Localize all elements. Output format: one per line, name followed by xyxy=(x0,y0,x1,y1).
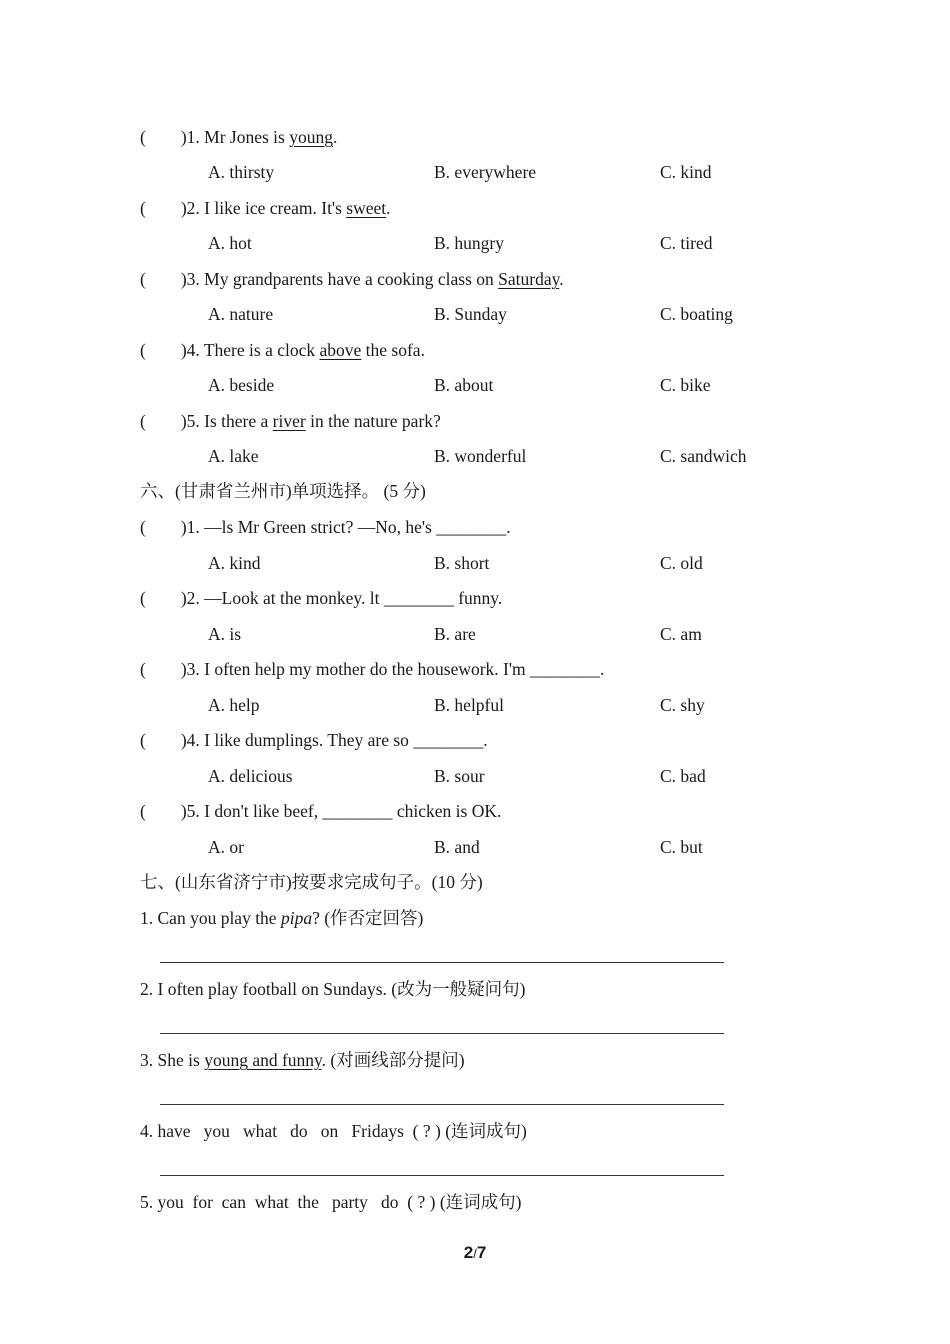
s5-question-1: ( )1. Mr Jones is young. xyxy=(140,127,338,147)
option-b: B. short xyxy=(434,553,490,573)
s7-question-1: 1. Can you play the pipa? (作否定回答) xyxy=(140,908,424,928)
s5-question-4: ( )4. There is a clock above the sofa. xyxy=(140,340,425,360)
option-a: A. help xyxy=(208,695,260,715)
s5-question-5: ( )5. Is there a river in the nature park? xyxy=(140,411,441,431)
option-a: A. beside xyxy=(208,375,275,395)
answer-paren[interactable]: ( ) xyxy=(140,659,187,679)
option-c: C. tired xyxy=(660,233,713,253)
section6-title: 六、(甘肃省兰州市)单项选择。 (5 分) xyxy=(140,481,426,501)
answer-paren[interactable]: ( ) xyxy=(140,340,187,360)
option-c: C. but xyxy=(660,837,703,857)
s7-question-5: 5. you for can what the party do ( ? ) (连词成句) xyxy=(140,1192,522,1212)
option-a: A. hot xyxy=(208,233,252,253)
answer-line[interactable] xyxy=(160,1033,724,1034)
s6-question-4: ( )4. I like dumplings. They are so ________. xyxy=(140,730,488,750)
option-b: B. hungry xyxy=(434,233,504,253)
option-c: C. bike xyxy=(660,375,711,395)
option-c: C. bad xyxy=(660,766,706,786)
option-b: B. Sunday xyxy=(434,304,507,324)
option-c: C. old xyxy=(660,553,703,573)
option-c: C. kind xyxy=(660,162,712,182)
option-a: A. or xyxy=(208,837,244,857)
s6-question-1: ( )1. —ls Mr Green strict? —No, he's ________. xyxy=(140,517,511,537)
option-b: B. are xyxy=(434,624,476,644)
answer-paren[interactable]: ( ) xyxy=(140,127,187,147)
s5-question-2: ( )2. I like ice cream. It's sweet. xyxy=(140,198,391,218)
option-a: A. delicious xyxy=(208,766,293,786)
option-c: C. boating xyxy=(660,304,733,324)
answer-paren[interactable]: ( ) xyxy=(140,269,187,289)
option-b: B. and xyxy=(434,837,480,857)
answer-paren[interactable]: ( ) xyxy=(140,730,187,750)
section7-title: 七、(山东省济宁市)按要求完成句子。(10 分) xyxy=(140,872,483,892)
option-c: C. am xyxy=(660,624,702,644)
option-b: B. everywhere xyxy=(434,162,537,182)
page-number: 2/7 xyxy=(463,1243,487,1262)
s6-question-3: ( )3. I often help my mother do the housework. I'm ________. xyxy=(140,659,605,679)
answer-paren[interactable]: ( ) xyxy=(140,198,187,218)
option-c: C. sandwich xyxy=(660,446,747,466)
answer-paren[interactable]: ( ) xyxy=(140,588,187,608)
option-b: B. wonderful xyxy=(434,446,527,466)
option-b: B. helpful xyxy=(434,695,504,715)
option-a: A. thirsty xyxy=(208,162,275,182)
s7-question-4: 4. have you what do on Fridays ( ? ) (连词成句) xyxy=(140,1121,527,1141)
option-b: B. sour xyxy=(434,766,485,786)
answer-paren[interactable]: ( ) xyxy=(140,517,187,537)
option-a: A. nature xyxy=(208,304,274,324)
option-b: B. about xyxy=(434,375,494,395)
s6-question-5: ( )5. I don't like beef, ________ chicken is OK. xyxy=(140,801,502,821)
option-a: A. lake xyxy=(208,446,259,466)
answer-line[interactable] xyxy=(160,1104,724,1105)
s5-question-3: ( )3. My grandparents have a cooking class on Saturday. xyxy=(140,269,564,289)
answer-paren[interactable]: ( ) xyxy=(140,411,187,431)
s6-question-2: ( )2. —Look at the monkey. lt ________ funny. xyxy=(140,588,503,608)
s7-question-2: 2. I often play football on Sundays. (改为一般疑问句) xyxy=(140,979,526,999)
option-a: A. kind xyxy=(208,553,261,573)
answer-line[interactable] xyxy=(160,962,724,963)
option-a: A. is xyxy=(208,624,242,644)
s7-question-3: 3. She is young and funny. (对画线部分提问) xyxy=(140,1050,465,1070)
option-c: C. shy xyxy=(660,695,705,715)
answer-paren[interactable]: ( ) xyxy=(140,801,187,821)
answer-line[interactable] xyxy=(160,1175,724,1176)
